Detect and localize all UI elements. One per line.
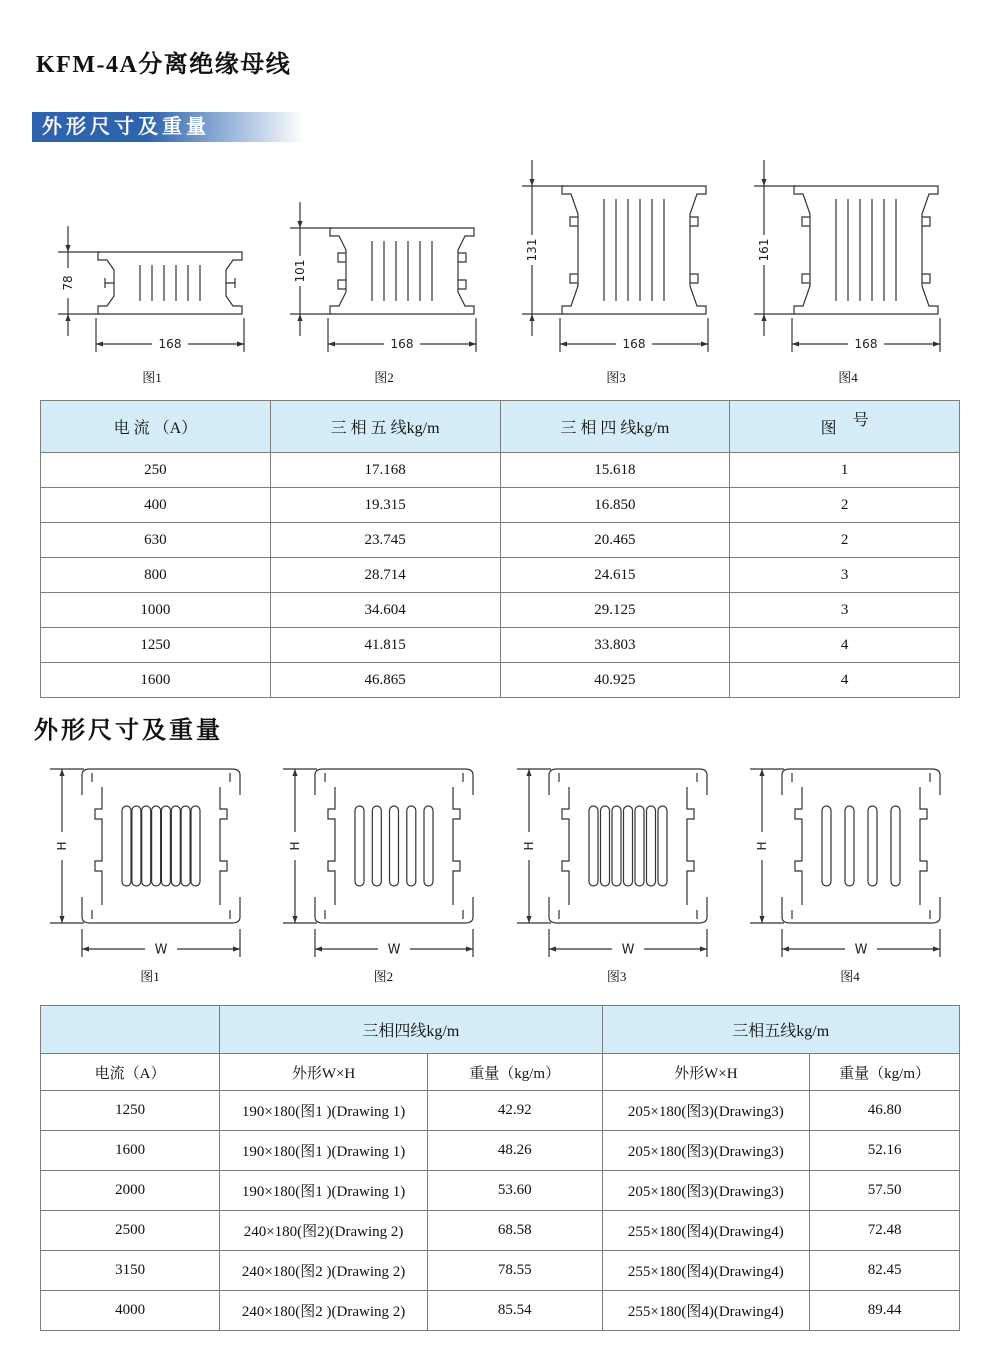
table-row [41, 1131, 960, 1171]
cell-current: 1250 [41, 1091, 220, 1131]
figure-caption: 图2 [373, 969, 394, 984]
profile-drawing [507, 759, 727, 965]
cell-four_dims: 190×180(图1 )(Drawing 1) [220, 1091, 428, 1131]
cell-current: 2000 [41, 1171, 220, 1211]
width-dimension-label: 168 [622, 337, 646, 351]
cell-current: 2500 [41, 1211, 220, 1251]
cell-figure: 3 [730, 558, 960, 593]
weight-table-2-header [41, 1006, 960, 1091]
cell-current: 3150 [41, 1251, 220, 1291]
cell-four_wire: 20.465 [500, 523, 730, 558]
width-dimension-label: W [621, 942, 635, 958]
page-title: KFM-4A分离绝缘母线 [36, 52, 292, 78]
cell-five_wire: 41.815 [270, 628, 500, 663]
technical-drawing [272, 154, 496, 386]
weight-table-1-body [41, 453, 960, 698]
cell-four_weight: 42.92 [427, 1091, 602, 1131]
width-dimension-label: W [387, 942, 401, 958]
col-header-current: 电 流 （A） [41, 401, 271, 453]
cell-figure: 2 [730, 488, 960, 523]
cell-four_wire: 15.618 [500, 453, 730, 488]
profile-drawing [273, 759, 493, 965]
width-dimension-label: 168 [854, 337, 878, 351]
figure-caption: 图4 [838, 370, 858, 385]
cell-five_wire: 17.168 [270, 453, 500, 488]
sub-header-dims-four: 外形W×H [220, 1054, 428, 1091]
width-dimension-label: W [154, 942, 168, 958]
technical-drawing [736, 154, 960, 386]
weight-table-2 [40, 1005, 960, 1331]
cell-five_weight: 89.44 [810, 1291, 960, 1331]
cell-current: 250 [41, 453, 271, 488]
sub-header-weight-five: 重量（kg/m） [810, 1054, 960, 1091]
height-dimension-label: 78 [61, 275, 75, 291]
group-header-four-wire: 三相四线kg/m [220, 1006, 602, 1054]
cell-current: 1250 [41, 628, 271, 663]
technical-drawing [40, 759, 260, 985]
cell-four_dims: 240×180(图2 )(Drawing 2) [220, 1251, 428, 1291]
cell-figure: 1 [730, 453, 960, 488]
cell-four_weight: 53.60 [427, 1171, 602, 1211]
table-row [41, 1171, 960, 1211]
cell-four_wire: 33.803 [500, 628, 730, 663]
cell-four_dims: 240×180(图2 )(Drawing 2) [220, 1291, 428, 1331]
figure-caption: 图3 [606, 370, 626, 385]
cell-five_wire: 19.315 [270, 488, 500, 523]
sub-header-dims-five: 外形W×H [602, 1054, 810, 1091]
cell-current: 4000 [41, 1291, 220, 1331]
sub-header-current: 电流（A） [41, 1054, 220, 1091]
table-row [41, 628, 960, 663]
cell-five_dims: 205×180(图3)(Drawing3) [602, 1091, 810, 1131]
width-dimension-label: 168 [158, 337, 182, 351]
cell-five_weight: 82.45 [810, 1251, 960, 1291]
cell-four_dims: 190×180(图1 )(Drawing 1) [220, 1171, 428, 1211]
profile-drawing [40, 759, 260, 965]
cell-five_dims: 205×180(图3)(Drawing3) [602, 1171, 810, 1211]
col-header-four-wire: 三 相 四 线kg/m [500, 401, 730, 453]
cell-figure: 4 [730, 628, 960, 663]
profile-drawing [40, 154, 264, 366]
technical-drawing [504, 154, 728, 386]
cell-current: 1000 [41, 593, 271, 628]
cell-five_wire: 46.865 [270, 663, 500, 698]
cell-five_weight: 57.50 [810, 1171, 960, 1211]
figure-caption: 图1 [142, 370, 162, 385]
technical-drawing [273, 759, 493, 985]
table-row [41, 558, 960, 593]
cell-four_weight: 48.26 [427, 1131, 602, 1171]
cell-four_weight: 78.55 [427, 1251, 602, 1291]
figure-no-label: 图 [820, 420, 837, 437]
sub-header-weight-four: 重量（kg/m） [427, 1054, 602, 1091]
cell-four_dims: 190×180(图1 )(Drawing 1) [220, 1131, 428, 1171]
table-row [41, 1211, 960, 1251]
table-row [41, 523, 960, 558]
height-dimension-label: H [55, 841, 69, 851]
cell-figure: 3 [730, 593, 960, 628]
col-header-five-wire: 三 相 五 线kg/m [270, 401, 500, 453]
height-dimension-label: H [754, 841, 769, 851]
height-dimension-label: 131 [525, 238, 539, 262]
profile-drawing [736, 154, 960, 366]
section-heading-2: 外形尺寸及重量 [34, 717, 223, 744]
table-row [41, 593, 960, 628]
cell-current: 1600 [41, 1131, 220, 1171]
technical-drawing [40, 154, 264, 386]
cell-five_dims: 255×180(图4)(Drawing4) [602, 1211, 810, 1251]
cell-figure: 2 [730, 523, 960, 558]
col-header-figure-no [730, 401, 960, 453]
figure-no-label-sup: 号 [852, 412, 869, 429]
cell-five_dims: 255×180(图4)(Drawing4) [602, 1291, 810, 1331]
cell-five_wire: 28.714 [270, 558, 500, 593]
cell-four_wire: 40.925 [500, 663, 730, 698]
weight-table-1 [40, 400, 960, 698]
width-dimension-label: W [854, 942, 868, 958]
blank-header-cell [41, 1006, 220, 1054]
cell-four_dims: 240×180(图2)(Drawing 2) [220, 1211, 428, 1251]
drawings-set-1 [40, 154, 960, 386]
figure-caption: 图2 [374, 370, 394, 385]
cell-current: 400 [41, 488, 271, 523]
cell-four_wire: 16.850 [500, 488, 730, 523]
figure-caption: 图1 [140, 969, 160, 984]
cell-four_weight: 68.58 [427, 1211, 602, 1251]
drawings-set-2 [40, 759, 960, 985]
cell-five_weight: 46.80 [810, 1091, 960, 1131]
cell-five_dims: 205×180(图3)(Drawing3) [602, 1131, 810, 1171]
height-dimension-label: H [288, 841, 303, 851]
cell-four_wire: 29.125 [500, 593, 730, 628]
cell-five_wire: 23.745 [270, 523, 500, 558]
cell-current: 1600 [41, 663, 271, 698]
cell-five_weight: 52.16 [810, 1131, 960, 1171]
section-header-bar [32, 112, 304, 142]
cell-five_weight: 72.48 [810, 1211, 960, 1251]
cell-current: 800 [41, 558, 271, 593]
group-header-five-wire: 三相五线kg/m [602, 1006, 960, 1054]
figure-caption: 图3 [606, 969, 627, 984]
width-dimension-label: 168 [390, 337, 414, 351]
technical-drawing [740, 759, 960, 985]
technical-drawing [507, 759, 727, 985]
weight-table-1-header [41, 401, 960, 453]
table-row [41, 663, 960, 698]
cell-current: 630 [41, 523, 271, 558]
section-heading-1: 外形尺寸及重量 [42, 116, 210, 138]
weight-table-2-body [41, 1091, 960, 1331]
figure-caption: 图4 [840, 969, 860, 984]
profile-drawing [740, 759, 960, 965]
height-dimension-label: 161 [757, 238, 771, 262]
profile-drawing [272, 154, 496, 366]
table-row [41, 1091, 960, 1131]
height-dimension-label: 101 [293, 259, 307, 283]
cell-four_weight: 85.54 [427, 1291, 602, 1331]
table-row [41, 1291, 960, 1331]
height-dimension-label: H [521, 841, 536, 851]
table-row [41, 488, 960, 523]
cell-figure: 4 [730, 663, 960, 698]
table-row [41, 453, 960, 488]
profile-drawing [504, 154, 728, 366]
cell-five_dims: 255×180(图4)(Drawing4) [602, 1251, 810, 1291]
table-row [41, 1251, 960, 1291]
cell-four_wire: 24.615 [500, 558, 730, 593]
cell-five_wire: 34.604 [270, 593, 500, 628]
